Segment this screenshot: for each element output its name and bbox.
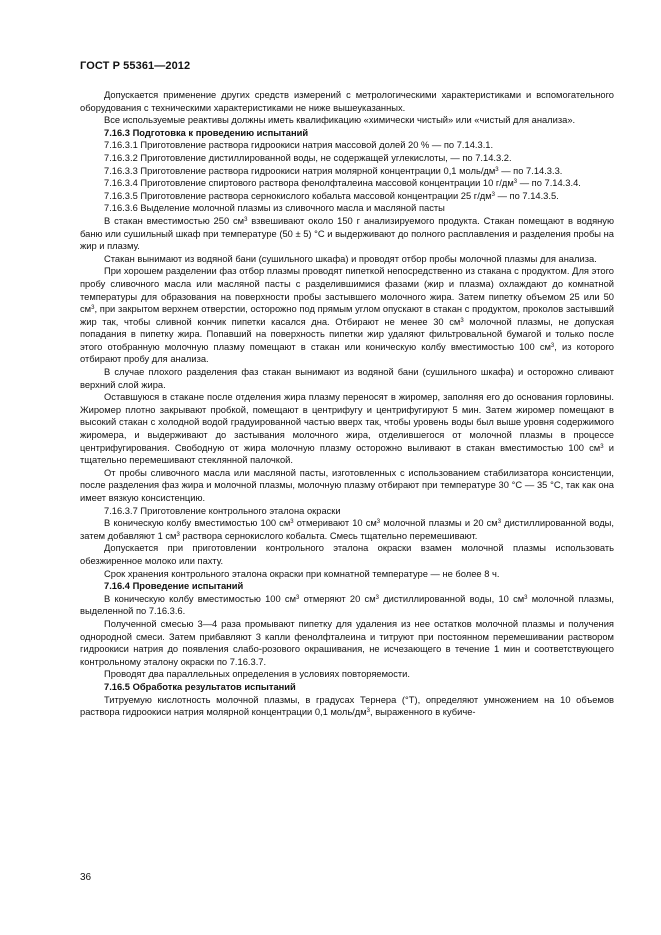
section-heading: 7.16.5 Обработка результатов испытаний — [104, 681, 296, 692]
paragraph: Оставшуюся в стакане после отделения жира плазму переносят в жиромер, заполняя его до основания горловины. Жиромер плотно закрывают пробкой, помещают в центрифугу и центрифугируют 5 мин. Затем жиромер помещают в высокий стакан с холодной водой градуированной частью вверх так, чтобы уровень воды был выше уровня содержимого жиромера, и выдерживают до застывания молочного жира, отделившегося от молочной плазмы в процессе центрифугирования. Свободную от жира молочную плазму осторожно выливают в стакан вместимостью 100 $см^3$ и тщательно перемешивают стеклянной палочкой. — [80, 392, 614, 466]
paragraph: 7.16.3.7 Приготовление контрольного эталона окраски — [104, 505, 341, 516]
paragraph: 7.16.3.2 Приготовление дистиллированной воды, не содержащей углекислоты, — по 7.14.3.2. — [104, 152, 512, 163]
paragraph: Проводят два параллельных определения в условиях повторяемости. — [104, 669, 411, 680]
paragraph: 7.16.3.6 Выделение молочной плазмы из сливочного масла и масляной пасты — [104, 203, 445, 214]
paragraph: Титруемую кислотность молочной плазмы, в градусах Тернера (°Т), определяют умножением на 10 объемов раствора гидроокиси натрия молярной концентрации 0,1 моль/$дм^3$, выраженного в кубиче- — [80, 694, 614, 718]
paragraph: 7.16.3.4 Приготовление спиртового раствора фенолфталеина массовой концентрации 10 $г/дм^3$ — по 7.14.3.4. — [104, 178, 581, 189]
paragraph: Стакан вынимают из водяной бани (сушильного шкафа) и проводят отбор пробы молочной плазмы для анализа. — [104, 253, 597, 264]
paragraph: В стакан вместимостью 250 $см^3$ взвешивают около 150 г анализируемого продукта. Стакан помещают в водяную баню или сушильный шкаф при температуре (50 ± 5) °С и выдерживают до полного расплавления и разделения пробы на жир и плазму. — [80, 215, 614, 252]
paragraph: Допускается применение других средств измерений с метрологическими характеристиками и вспомогательного оборудования с техническими характеристиками не ниже вышеуказанных. — [80, 90, 614, 113]
paragraph: При хорошем разделении фаз отбор плазмы проводят пипеткой непосредственно из стакана с продуктом. Для этого пробу сливочного масла или масляной пасты с разделившимися фазами (жир и плазма) охлаждают до комнатной температуры для образования на поверхности пробы застывшего молочного жира. Затем пипетку объемом 25 или 50 $см^3$, при закрытом верхнем отверстии, осторожно под прямым углом опускают в стакан с продуктом, проколов застывший жир так, чтобы сливной кончик пипетки касался дна. Отбирают не менее 30 $см^3$ молочной плазмы, не допуская попадания в пипетку жира. Попавший на поверхность пипетки жир удаляют фильтровальной бумагой и только после этого отобранную молочную плазму помещают в стакан или коническую колбу вместимостью 100 $см^3$, из которого отбирают пробу для анализа. — [80, 266, 614, 365]
paragraph: Полученной смесью 3—4 раза промывают пипетку для удаления из нее остатков молочной плазмы и получения однородной смеси. Затем прибавляют 3 капли фенолфталеина и титруют при постоянном перемешивании раствором гидроокиси натрия до появления слабо-розового окрашивания, не исчезающего в течение 1 мин и соответствующего контрольному эталону окраски по 7.16.3.7. — [80, 618, 614, 667]
paragraph: В коническую колбу вместимостью 100 $см^3$ отмеривают 10 $см^3$ молочной плазмы и 20 $см^3$ дистиллированной воды, затем добавляют 1 $см^3$ раствора сернокислого кобальта. Смесь тщательно перемешивают. — [80, 518, 614, 541]
paragraph: Все используемые реактивы должны иметь квалификацию «химически чистый» или «чистый для анализа». — [104, 115, 576, 126]
paragraph: 7.16.3.5 Приготовление раствора сернокислого кобальта массовой концентрации 25 $г/дм^3$ — по 7.14.3.5. — [104, 190, 559, 201]
section-heading: 7.16.4 Проведение испытаний — [104, 581, 244, 592]
paragraph: В коническую колбу вместимостью 100 $см^3$ отмеряют 20 $см^3$ дистиллированной воды, 10 $см^3$ молочной плазмы, выделенной по 7.16.3.6. — [80, 593, 615, 617]
document-body — [80, 89, 614, 719]
paragraph: От пробы сливочного масла или масляной пасты, изготовленных с использованием стабилизатора консистенции, после разделения фаз жира и молочной плазмы, молочную плазму отбирают при температуре 30 °С — 35 °С, так как она имеет вязкую консистенцию. — [80, 467, 614, 503]
paragraph: 7.16.3.1 Приготовление раствора гидроокиси натрия массовой долей 20 % — по 7.14.3.1. — [104, 140, 494, 151]
page-number: 36 — [80, 872, 92, 883]
standard-header: ГОСТ Р 55361—2012 — [80, 60, 191, 72]
paragraph: В случае плохого разделения фаз стакан вынимают из водяной бани (сушильного шкафа) и осторожно сливают верхний слой жира. — [80, 367, 614, 390]
paragraph: 7.16.3.3 Приготовление раствора гидроокиси натрия молярной концентрации 0,1 моль/$дм^3$ — по 7.14.3.3. — [104, 165, 563, 176]
paragraph: Срок хранения контрольного эталона окраски при комнатной температуре — не более 8 ч. — [104, 568, 500, 579]
section-heading: 7.16.3 Подготовка к проведению испытаний — [104, 127, 309, 138]
paragraph: Допускается при приготовлении контрольного эталона окраски взамен молочной плазмы использовать обезжиренное молоко или пахту. — [80, 543, 614, 566]
